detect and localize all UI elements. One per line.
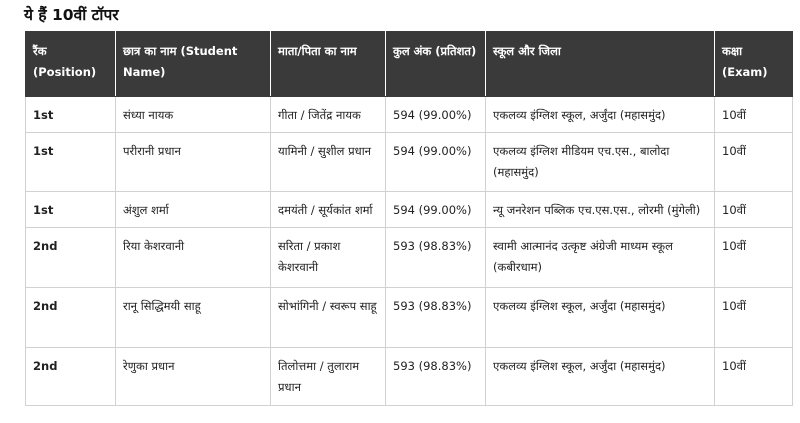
rank-cell: 2nd (26, 228, 116, 288)
student-name-cell: संध्या नायक (116, 97, 271, 133)
header-student-name: छात्र का नाम (Student Name) (116, 32, 271, 97)
parent-name-cell: सरिता / प्रकाश केशरवानी (271, 228, 386, 288)
class-cell: 10वीं (715, 97, 793, 133)
table-row (26, 348, 793, 406)
parent-name-cell: दमयंती / सूर्यकांत शर्मा (271, 192, 386, 228)
student-name-cell: रेणुका प्रधान (116, 348, 271, 406)
parent-name-cell: तिलोत्तमा / तुलाराम प्रधान (271, 348, 386, 406)
parent-name-cell: सोभांगिनी / स्वरूप साहू (271, 288, 386, 348)
class-cell: 10वीं (715, 348, 793, 406)
school-cell: एकलव्य इंग्लिश स्कूल, अर्जुंदा (महासमुंद) (486, 288, 715, 348)
marks-cell: 594 (99.00%) (386, 133, 486, 192)
school-cell: एकलव्य इंग्लिश मीडियम एच.एस., बालोदा (महासमुंद) (486, 133, 715, 192)
parent-name-cell: यामिनी / सुशील प्रधान (271, 133, 386, 192)
rank-cell: 2nd (26, 288, 116, 348)
class-cell: 10वीं (715, 288, 793, 348)
header-class: कक्षा (Exam) (715, 32, 793, 97)
school-cell: एकलव्य इंग्लिश स्कूल, अर्जुंदा (महासमुंद) (486, 348, 715, 406)
class-cell: 10वीं (715, 228, 793, 288)
rank-cell: 2nd (26, 348, 116, 406)
header-school-district: स्कूल और जिला (486, 32, 715, 97)
school-cell: न्यू जनरेशन पब्लिक एच.एस.एस., लोरमी (मुंगेली) (486, 192, 715, 228)
student-name-cell: अंशुल शर्मा (116, 192, 271, 228)
student-name-cell: रानू सिद्धिमयी साहू (116, 288, 271, 348)
table-row (26, 288, 793, 348)
class-cell: 10वीं (715, 192, 793, 228)
table-header-row (26, 32, 793, 97)
student-name-cell: परीरानी प्रधान (116, 133, 271, 192)
rank-cell: 1st (26, 192, 116, 228)
marks-cell: 594 (99.00%) (386, 192, 486, 228)
school-cell: एकलव्य इंग्लिश स्कूल, अर्जुंदा (महासमुंद) (486, 97, 715, 133)
header-parent-name: माता/पिता का नाम (271, 32, 386, 97)
student-name-cell: रिया केशरवानी (116, 228, 271, 288)
header-total-marks: कुल अंक (प्रतिशत) (386, 32, 486, 97)
marks-cell: 593 (98.83%) (386, 228, 486, 288)
table-row (26, 228, 793, 288)
page-title: ये हैं 10वीं टॉपर (24, 6, 119, 24)
header-rank: रैंक (Position) (26, 32, 116, 97)
rank-cell: 1st (26, 97, 116, 133)
parent-name-cell: गीता / जितेंद्र नायक (271, 97, 386, 133)
toppers-table (25, 31, 793, 406)
table-row (26, 192, 793, 228)
class-cell: 10वीं (715, 133, 793, 192)
school-cell: स्वामी आत्मानंद उत्कृष्ट अंग्रेजी माध्यम स्कूल (कबीरधाम) (486, 228, 715, 288)
table-row (26, 97, 793, 133)
rank-cell: 1st (26, 133, 116, 192)
marks-cell: 594 (99.00%) (386, 97, 486, 133)
marks-cell: 593 (98.83%) (386, 288, 486, 348)
table-row (26, 133, 793, 192)
marks-cell: 593 (98.83%) (386, 348, 486, 406)
